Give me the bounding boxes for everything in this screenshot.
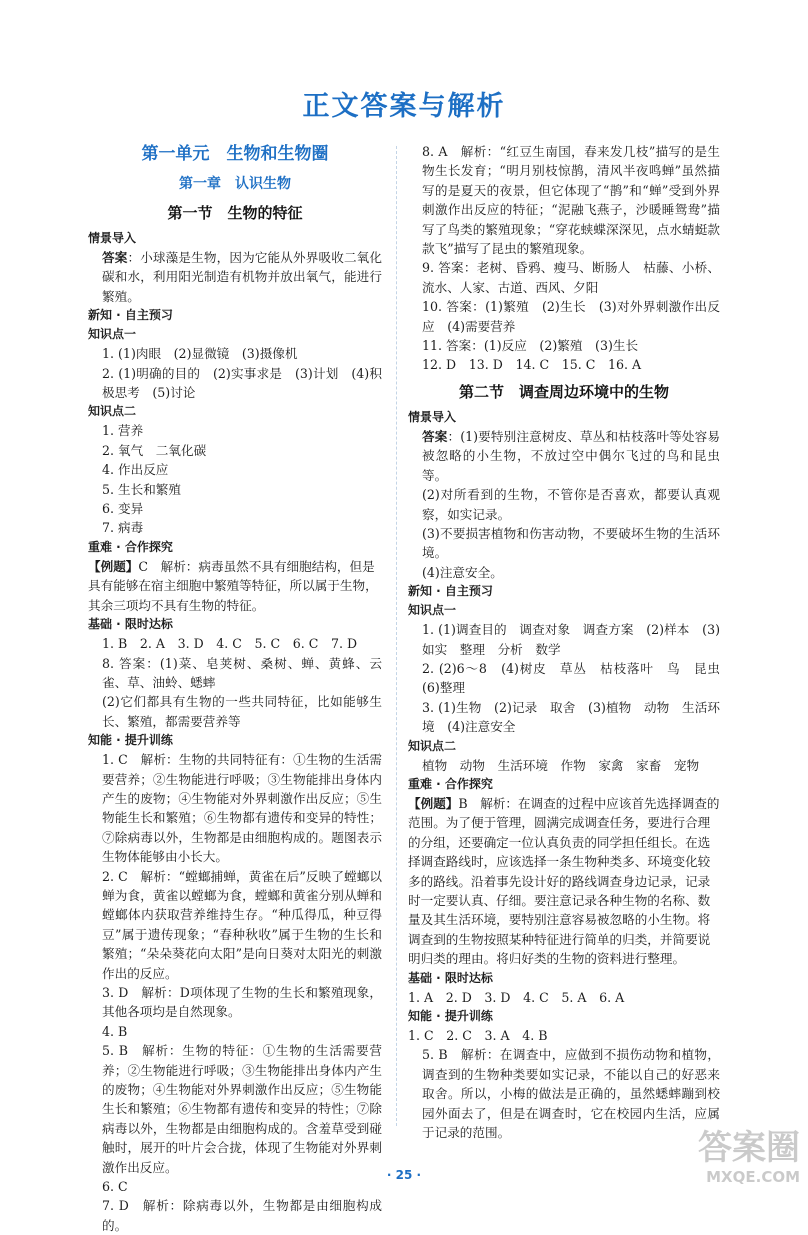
answer-text: ：小球藻是生物，因为它能从外界吸收二氧化碳和水，利用阳光制造有机物并放出氧气，能进行繁殖。 [102, 250, 383, 304]
answer-line: 植物 动物 生活环境 作物 家禽 家畜 宠物 [422, 757, 700, 773]
answer-line: 4. B [102, 1023, 128, 1039]
answer-line: 8. A 解析：“红豆生南国，春来发几枝”描写的是生物生长发育；“明月别枝惊鹊，清风半夜鸣蝉”虽然描写的是夏天的夜景，但它体现了“鹊”和“蝉”受到外界刺激作出反应的特征；“泥融飞燕子，沙暖睡鸳鸯”描写了鸟类的繁殖现象；“穿花蛱蝶深深见，点水蜻蜓款款飞”描写了昆虫的繁殖现象。 [422, 144, 720, 257]
answer-line [88, 248, 382, 306]
subsection-label: 情景导入 [408, 409, 457, 424]
answer-line: 8. 答案：(1)菜、皂荚树、桑树、蝉、黄蜂、云雀、草、油蛉、蟋蟀 [102, 655, 382, 690]
answer-line: (2)它们都具有生物的一些共同特征，比如能够生长、繁殖，都需要营养等 [102, 694, 382, 729]
subsection-label: 基础 · 限时达标 [408, 970, 493, 985]
subsection-label: 知识点二 [408, 738, 457, 753]
answer-text: ：(1)要特别注意树皮、草丛和枯枝落叶等处容易被忽略的小生物，不放过空中偶尔飞过的鸟和昆虫等。 [422, 428, 720, 483]
answer-line [408, 427, 720, 485]
unit-heading: 第一单元 生物和生物圈 [141, 144, 329, 164]
answer-label: 【例题】 [408, 795, 459, 811]
section-heading: 第二节 调查周边环境中的生物 [458, 382, 669, 401]
answer-line: 9. 答案：老树、昏鸦、瘦马、断肠人 枯藤、小桥、流水、人家、古道、西风、夕阳 [422, 260, 720, 295]
subsection-label: 基础 · 限时达标 [88, 617, 173, 632]
page-number: · 25 · [386, 1168, 422, 1182]
answer-line: 2. (1)明确的目的 (2)实事求是 (3)计划 (4)积极思考 (5)讨论 [102, 365, 382, 401]
answer-line: 5. B 解析：生物的特征：①生物的生活需要营养；②生物能进行呼吸；③生物能排出身体内产生的废物；④生物能对外界刺激作出反应；⑤生物能生长和繁殖；⑥生物都有遗传和变异的特性；⑦除病毒以外，生物都是由细胞构成的。含羞草受到碰触时，展开的叶片会合拢，体现了生物能对外界刺激作出反应。 [102, 1043, 382, 1175]
answer-line: 2. (2)6～8 (4)树皮 草丛 枯枝落叶 鸟 昆虫 (6)整理 [422, 660, 733, 696]
answer-line: 10. 答案：(1)繁殖 (2)生长 (3)对外界刺激作出反应 (4)需要营养 [422, 299, 720, 334]
answer-line: 1. B 2. A 3. D 4. C 5. C 6. C 7. D [102, 636, 358, 652]
answer-line [88, 557, 382, 615]
section-heading: 第一节 生物的特征 [167, 204, 303, 222]
answer-line: (2)对所看到的生物，不管你是否喜欢，都要认真观察，如实记录。 [422, 487, 720, 522]
left-column [88, 142, 382, 1235]
subsection-label: 新知 · 自主预习 [88, 308, 173, 323]
answer-line: 5. 生长和繁殖 [102, 481, 181, 497]
subsection-label: 情景导入 [88, 231, 137, 245]
right-content-top [408, 142, 720, 375]
right-content [408, 408, 733, 1143]
chapter-heading: 第一章 认识生物 [179, 176, 291, 192]
answer-label: 【例题】 [88, 558, 139, 574]
subsection-label: 知能 · 提升训练 [408, 1009, 493, 1024]
answer-line: 11. 答案：(1)反应 (2)繁殖 (3)生长 [422, 338, 639, 354]
answer-text: B 解析：在调查的过程中应该首先选择调查的范围。为了便于管理，圆满完成调查任务，要进行合理的分组，还要确定一位认真负责的同学担任组长。在选择调查路线时，应该选择一条生物种类多、环境变化较多的路线。沿着事先设计好的路线调查身边记录，记录时一定要认真、仔细。要注意记录各种生物的名称、数量及其生活环境，要特别注意容易被忽略的小生物。将调查到的生物按照某种特征进行简单的归类，并简要说明归类的理由。将归好类的生物的资料进行整理。 [408, 795, 720, 967]
answer-line: 3. (1)生物 (2)记录 取舍 (3)植物 动物 生活环境 (4)注意安全 [422, 699, 720, 735]
answer-line: 1. C 2. C 3. A 4. B [408, 1028, 548, 1044]
answer-line: 5. B 解析：在调查中，应做到不损伤动物和植物，调查到的生物种类要如实记录，不能以自己的好恶来取舍。所以，小梅的做法是正确的，虽然蟋蟀蹦到校园外面去了，但是在调查时，它在校园内生活，应属于记录的范围。 [422, 1047, 720, 1141]
page-title: 正文答案与解析 [302, 91, 506, 122]
watermark-main-text: 答案圈 [698, 1128, 800, 1168]
answer-line: 1. A 2. D 3. D 4. C 5. A 6. A [408, 989, 625, 1005]
answer-line: 4. 作出反应 [102, 462, 169, 478]
subsection-label: 新知 · 自主预习 [408, 584, 493, 599]
answer-text: C 解析：病毒虽然不具有细胞结构，但是具有能够在宿主细胞中繁殖等特征，所以属于生物，其余三项均不具有生物的特征。 [88, 558, 378, 613]
answer-line: 1. 营养 [102, 423, 144, 439]
answer-line: (3)不要损害植物和伤害动物，不要破坏生物的生活环境。 [422, 525, 720, 561]
column-divider [396, 146, 397, 1126]
subsection-label: 重难 · 合作探究 [88, 539, 173, 554]
subsection-label: 知识点一 [408, 603, 457, 618]
subsection-label: 知识点一 [88, 327, 137, 342]
left-content [88, 229, 382, 1235]
watermark-logo [660, 1128, 800, 1194]
answer-line: 1. C 解析：生物的共同特征有：①生物的生活需要营养；②生物能进行呼吸；③生物能排出身体内产生的废物；④生物能对外界刺激作出反应；⑤生物能生长和繁殖；⑥生物都有遗传和变异的特性；⑦除病毒以外，生物都是由细胞构成的。题图表示生物体能够由小长大。 [102, 752, 382, 865]
answer-line: 1. (1)肉眼 (2)显微镜 (3)摄像机 [102, 346, 298, 362]
right-column [408, 142, 733, 1142]
answer-line: 7. 病毒 [102, 520, 144, 536]
answer-line: 6. 变异 [102, 501, 144, 517]
subsection-label: 知识点二 [88, 404, 137, 419]
answer-line: 2. C 解析：“螳螂捕蝉，黄雀在后”反映了螳螂以蝉为食，黄雀以螳螂为食，螳螂和黄雀分别从蝉和螳螂体内获取营养维持生存。“种瓜得瓜，种豆得豆”属于遗传现象；“春种秋收”属于生物的生长和繁殖；“朵朵葵花向太阳”是向日葵对太阳光的刺激作出的反应。 [102, 868, 382, 981]
subsection-label: 知能 · 提升训练 [88, 733, 173, 748]
answer-label: 答案 [102, 250, 128, 265]
watermark-sub-text: MXQE.COM [706, 1168, 800, 1186]
answer-line: 6. C [102, 1179, 128, 1195]
subsection-label: 重难 · 合作探究 [408, 776, 493, 791]
answer-line: 7. D 解析：除病毒以外，生物都是由细胞构成的。 [102, 1198, 382, 1233]
answer-line: 2. 氧气 二氧化碳 [102, 442, 207, 458]
answer-line: 3. D 解析：D项体现了生物的生长和繁殖现象，其他各项均是自然现象。 [102, 985, 382, 1020]
answer-line: (4)注意安全。 [422, 564, 503, 580]
answer-line [408, 794, 720, 969]
answer-line: 12. D 13. D 14. C 15. C 16. A [422, 357, 642, 373]
answer-label: 答案 [422, 428, 448, 444]
answer-line: 1. (1)调查目的 调查对象 调查方案 (2)样本 (3)如实 整理 分析 数学 [422, 622, 720, 657]
